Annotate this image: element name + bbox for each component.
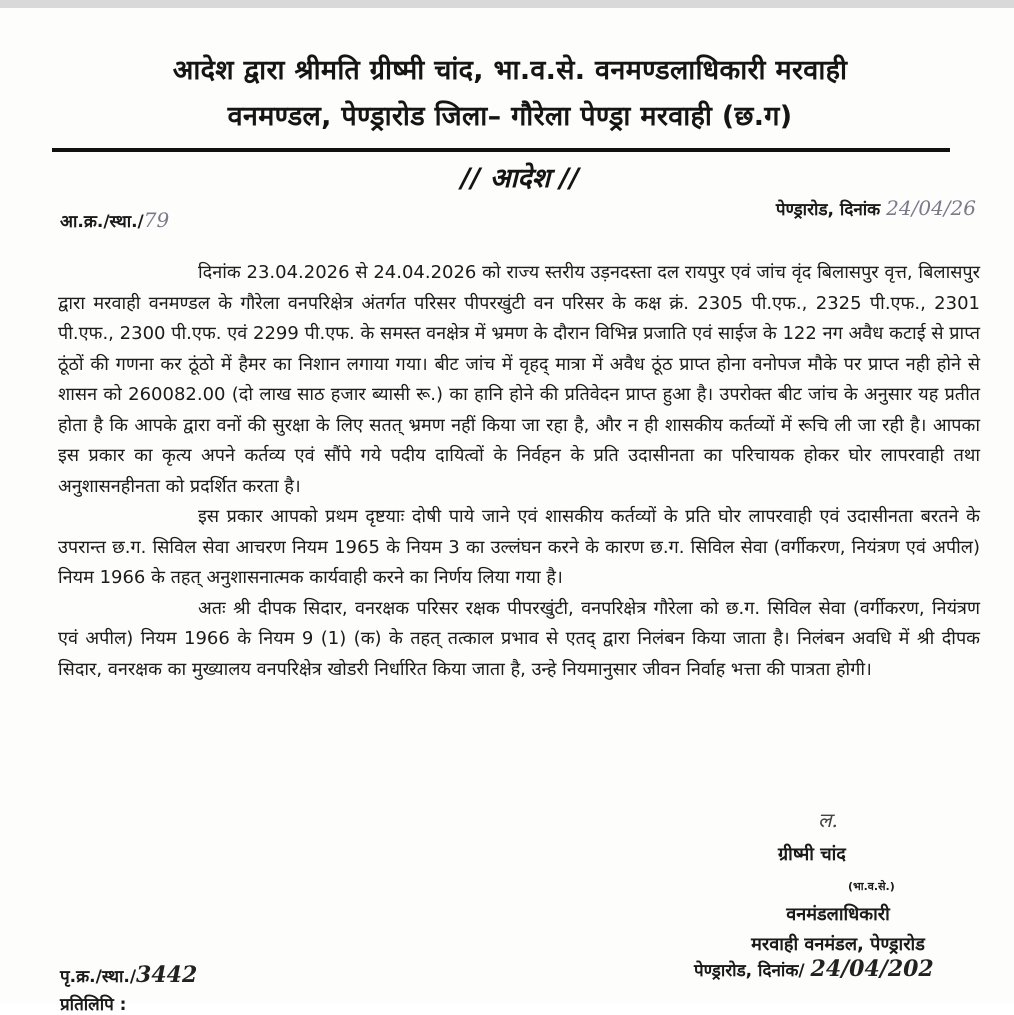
signatory-block <box>728 900 948 960</box>
header-divider <box>52 148 950 152</box>
header-line-1: आदेश द्वारा श्रीमति ग्रीष्मी चांद, भा.व.से. वनमण्डलाधिकारी मरवाही <box>172 55 848 86</box>
body-paragraph-2: इस प्रकार आपको प्रथम दृष्टयाः दोषी पाये जाने एवं शासकीय कर्तव्यों के प्रति घोर लापरवाही एवं उदासीनता बरतने के उपरान्त छ.ग. सिविल सेवा आचरण नियम 1965 के नियम 3 का उल्लंघन करने के कारण छ.ग. सिविल सेवा (वर्गीकरण, नियंत्रण एवं अपील) नियम 1966 के तहत् अनुशासनात्मक कार्यवाही करने का निर्णय लिया गया है। <box>58 506 980 588</box>
order-date-value: 24/04/26 <box>886 196 976 220</box>
endorsement-number <box>60 962 197 988</box>
place-date-label: पेण्ड्रारोड, दिनांक <box>775 200 881 220</box>
order-title: // आदेश // <box>460 163 580 194</box>
body-paragraph-1: दिनांक 23.04.2026 से 24.04.2026 को राज्य स्तरीय उड़नदस्ता दल रायपुर एवं जांच वृंद बिलासपुर वृत्त, बिलासपुर द्वारा मरवाही वनमण्डल के गौरेला वनपरिक्षेत्र अंतर्गत परिसर पीपरखुंटी वन परिसर के कक्ष क्रं. 2305 पी.एफ., 2325 पी.एफ., 2301 पी.एफ., 2300 पी.एफ. एवं 2299 पी.एफ. के समस्त वनक्षेत्र में भ्रमण के दौरान विभिन्न प्रजाति एवं साईज के 122 नग अवैध कटाई से प्राप्त ठूंठों की गणना कर ठूंठो में हैमर का निशान लगाया गया। बीट जांच में वृहद् मात्रा में अवैध ठूंठ प्राप्त होना वनोपज मौके पर प्राप्त नही होने से शासन को 260082.00 (दो लाख साठ हजार ब्यासी रू.) का हानि होने की प्रतिवेदन प्राप्त हुआ है। उपरोक्त बीट जांच के अनुसार यह प्रतीत होता है कि आपके द्वारा वनों की सुरक्षा के लिए सतत् भ्रमण नहीं किया जा रहा है, और न ही शासकीय कर्तव्यों में रूचि ली जा रही है। आपका इस प्रकार का कृत्य अपने कर्तव्य एवं सौंपे गये पदीय दायित्वों के निर्वहन के प्रति उदासीनता का परिचायक होकर घोर लापरवाही तथा अनुशासनहीनता को प्रदर्शित करता है। <box>58 262 980 497</box>
copy-to-label: प्रतिलिपि : <box>60 995 127 1015</box>
body-paragraph-3: अतः श्री दीपक सिदार, वनरक्षक परिसर रक्षक पीपरखुंटी, वनपरिक्षेत्र गौरेला को छ.ग. सिविल सेवा (वर्गीकरण, नियंत्रण एवं अपील) नियम 1966 के नियम 9 (1) (क) के तहत् तत्काल प्रभाव से एतद् द्वारा निलंबन किया जाता है। निलंबन अवधि में श्री दीपक सिदार, वनरक्षक का मुख्यालय वनपरिक्षेत्र खोडरी निर्धारित किया जाता है, उन्हे नियमानुसार जीवन निर्वाह भत्ता की पात्रता होगी। <box>58 597 980 680</box>
top-strip <box>0 0 1014 8</box>
order-number-value: 79 <box>143 208 170 232</box>
endorsement-value: 3442 <box>136 962 198 988</box>
endorsement-date-value: 24/04/202 <box>810 956 934 982</box>
signatory-name: ग्रीष्मी चांद <box>778 844 846 865</box>
endorsement-place-date <box>694 956 934 982</box>
endorsement-place-date-label: पेण्ड्रारोड, दिनांक/ <box>694 961 805 981</box>
signatory-designation: वनमंडलाधिकारी <box>786 904 890 925</box>
order-number-label: आ.क्र./स्था./ <box>60 212 144 232</box>
signature-mark: ल. <box>818 808 838 832</box>
endorsement-label: पृ.क्र./स्था./ <box>60 967 137 987</box>
signatory-office: मरवाही वनमंडल, पेण्ड्रारोड <box>751 934 925 955</box>
order-number <box>60 208 169 232</box>
order-place-date <box>776 196 976 220</box>
order-body <box>58 258 980 685</box>
header-line-2: वनमण्डल, पेण्ड्रारोड जिला– गौरेला पेण्ड्रा मरवाही (छ.ग) <box>227 101 793 132</box>
signatory-service: (भा.व.से.) <box>848 880 895 893</box>
